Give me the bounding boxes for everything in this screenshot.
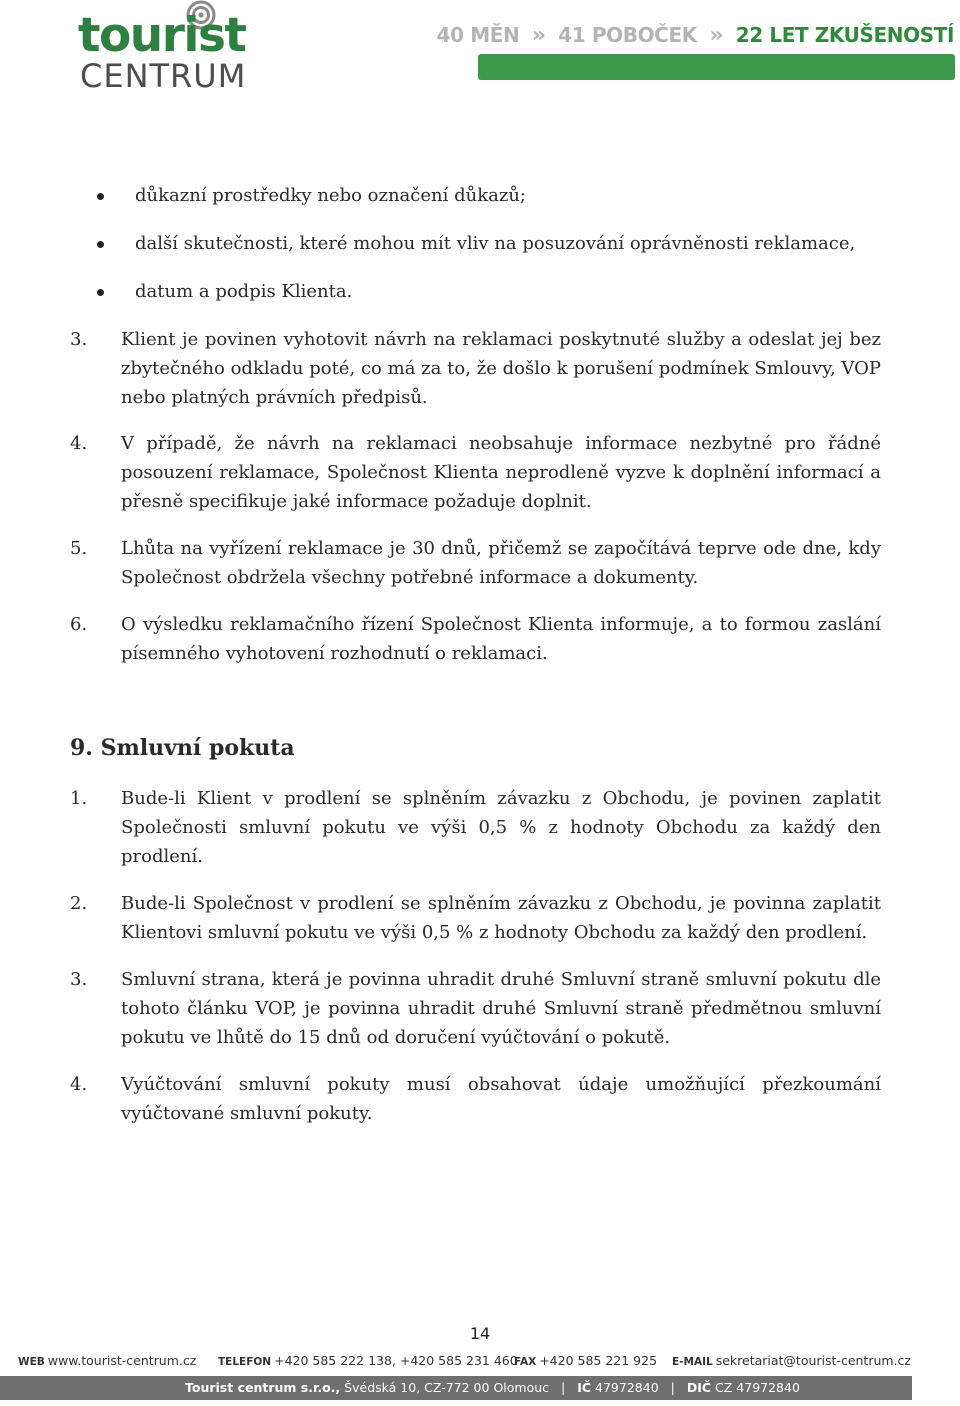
list-item-number: 5. [70,538,88,559]
logo-word-tourist: tourist [78,8,246,63]
footer-contact-line [18,1352,918,1370]
footer-web [18,1352,196,1371]
ic-label: IČ [577,1380,592,1395]
tagline-currencies: 40 MĚN [436,23,520,47]
dic-value: CZ 47972840 [715,1380,800,1395]
bullet-text: důkazní prostředky nebo označení důkazů; [135,185,526,206]
list-item-text: O výsledku reklamačního řízení Společnost Klienta informuje, a to formou zaslání písemného vyhotovení rozhodnutí o reklamaci. [121,614,881,664]
list-item-number: 2. [70,893,88,914]
dic-label: DIČ [686,1380,712,1395]
telefon-value: +420 585 222 138, +420 585 231 460 [274,1353,518,1368]
list-item-text: V případě, že návrh na reklamaci neobsahuje informace nezbytné pro řádné posouzení reklamace, Společnost Klienta neprodleně vyzve k doplnění informací a přesně specifikuje jaké informace požaduje doplnit. [121,433,881,512]
bullet-item [0,181,900,211]
tagline-separator-1: » [531,23,546,48]
bullet-item [0,229,900,259]
bullet-icon [97,289,104,296]
list-item-text: Lhůta na vyřízení reklamace je 30 dnů, přičemž se započítává teprve ode dne, kdy Společnost obdržela všechny potřebné informace a dokumenty. [121,538,881,588]
tagline-branches: 41 POBOČEK [558,23,697,47]
list-item-text: Vyúčtování smluvní pokuty musí obsahovat údaje umožňující přezkoumání vyúčtované smluvní pokuty. [121,1074,881,1124]
company-name: Tourist centrum s.r.o., [185,1380,341,1395]
bullet-text: další skutečnosti, které mohou mít vliv na posuzování oprávněnosti reklamace, [135,233,856,254]
bullet-item [0,277,900,307]
web-label: WEB [18,1356,45,1368]
list-item-number: 6. [70,614,88,635]
bullet-icon [97,241,104,248]
company-address: Švédská 10, CZ-772 00 Olomouc [344,1380,550,1395]
page-number: 14 [469,1324,491,1343]
tagline-separator-2: » [709,23,724,48]
list-item-number: 3. [70,969,88,990]
list-item-text: Klient je povinen vyhotovit návrh na reklamaci poskytnuté služby a odeslat jej bez zbytečného odkladu poté, co má za to, že došlo k porušení podmínek Smlouvy, VOP nebo platných právních předpisů. [121,329,881,408]
footer-fax [514,1352,657,1371]
list-item-text: Smluvní strana, která je povinna uhradit druhé Smluvní straně smluvní pokutu dle tohoto článku VOP, je povinna uhradit druhé Smluvní straně předmětnou smluvní pokutu ve lhůtě do 15 dnů od doručení vyúčtování o pokutě. [121,969,881,1048]
footer-telefon [218,1352,518,1371]
ic-value: 47972840 [595,1380,659,1395]
footer-divider: | [670,1380,675,1395]
tourist-centrum-logo [78,2,268,96]
list-item-number: 4. [70,433,88,454]
list-item-text: Bude-li Klient v prodlení se splněním závazku z Obchodu, je povinen zaplatit Společnosti smluvní pokutu ve výši 0,5 % z hodnoty Obchodu za každý den prodlení. [121,788,881,867]
list-item-text: Bude-li Společnost v prodlení se splněním závazku z Obchodu, je povinna zaplatit Klientovi smluvní pokutu ve výši 0,5 % z hodnoty Obchodu za každý den prodlení. [121,893,881,943]
bullet-icon [97,193,104,200]
footer-email [672,1352,911,1371]
tagline-experience: 22 LET ZKUŠENOSTÍ [735,23,954,47]
header-tagline [437,20,954,50]
footer-company-bar [0,1376,912,1400]
email-label: E-MAIL [672,1356,713,1368]
telefon-label: TELEFON [218,1356,272,1368]
fax-label: FAX [514,1356,537,1368]
header-green-bar [478,54,955,80]
web-link[interactable]: www.tourist-centrum.cz [47,1353,197,1368]
list-item-number: 1. [70,788,88,809]
list-item-number: 3. [70,329,88,350]
footer-company-info [185,1376,800,1400]
fax-value: +420 585 221 925 [539,1353,658,1368]
section-heading: 9. Smluvní pokuta [70,735,295,761]
footer-divider: | [561,1380,566,1395]
list-item-number: 4. [70,1074,88,1095]
logo-word-centrum: CENTRUM [80,57,247,95]
bullet-text: datum a podpis Klienta. [135,281,353,302]
email-link[interactable]: sekretariat@tourist-centrum.cz [715,1353,911,1368]
